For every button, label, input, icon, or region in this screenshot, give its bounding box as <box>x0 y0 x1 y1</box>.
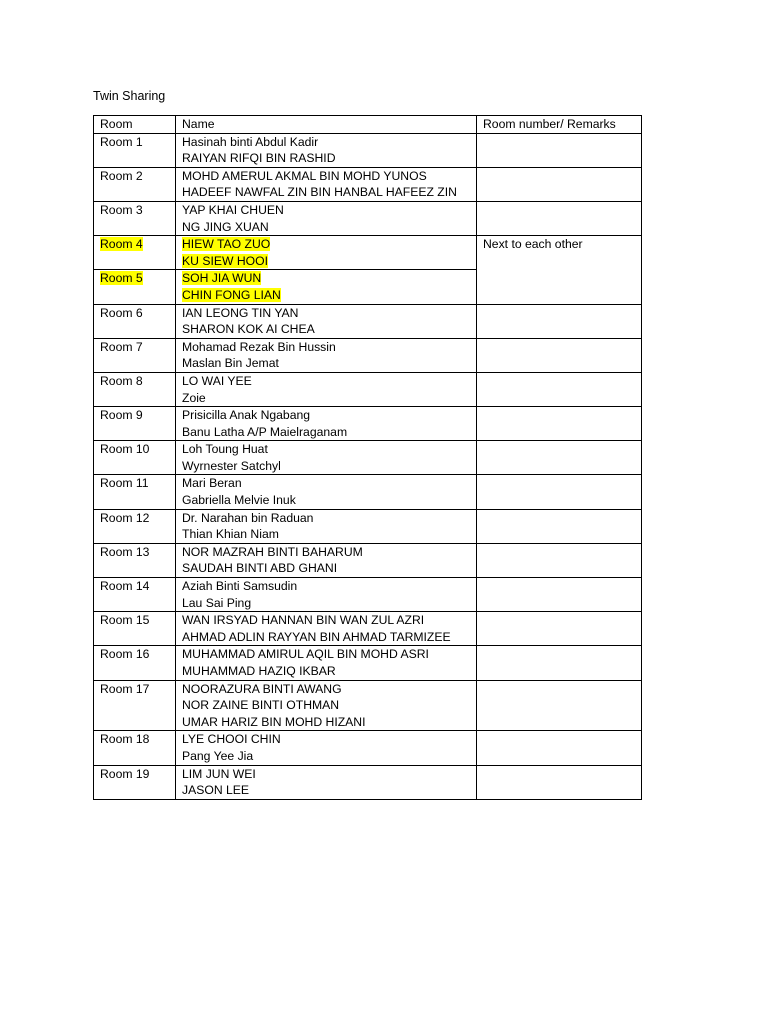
guest-name: MUHAMMAD HAZIQ IKBAR <box>182 664 336 678</box>
guest-name: AHMAD ADLIN RAYYAN BIN AHMAD TARMIZEE <box>182 629 451 644</box>
guest-name: Dr. Narahan bin Raduan <box>182 510 314 525</box>
room-label: Room 3 <box>100 202 143 217</box>
table-row <box>94 475 642 509</box>
room-label: Room 16 <box>100 647 150 662</box>
room-cell <box>94 372 176 406</box>
guest-name: Zoie <box>182 390 206 405</box>
remarks-cell <box>477 731 642 765</box>
room-cell <box>94 509 176 543</box>
remarks-cell <box>477 646 642 680</box>
room-cell <box>94 543 176 577</box>
names-cell <box>176 543 477 577</box>
room-label: Room 18 <box>100 732 150 747</box>
names-cell <box>176 680 477 731</box>
names-cell <box>176 338 477 372</box>
room-cell <box>94 578 176 612</box>
room-label: Room 17 <box>100 681 150 696</box>
room-cell <box>94 133 176 167</box>
remarks-cell <box>477 543 642 577</box>
room-cell <box>94 646 176 680</box>
guest-name: Aziah Binti Samsudin <box>182 579 298 594</box>
table-row <box>94 646 642 680</box>
guest-name: LYE CHOOI CHIN <box>182 732 281 747</box>
room-label: Room 8 <box>100 373 143 388</box>
remarks-cell <box>477 509 642 543</box>
remarks-cell <box>477 201 642 235</box>
guest-name: LIM JUN WEI <box>182 766 256 781</box>
room-label: Room 1 <box>100 134 143 149</box>
header-room: Room <box>94 116 176 134</box>
room-cell <box>94 270 176 304</box>
room-cell <box>94 407 176 441</box>
room-label: Room 10 <box>100 442 150 457</box>
guest-name: SOH JIA WUN <box>182 271 262 286</box>
room-cell <box>94 680 176 731</box>
room-cell <box>94 765 176 799</box>
names-cell <box>176 578 477 612</box>
names-cell <box>176 509 477 543</box>
guest-name: Mari Beran <box>182 476 242 491</box>
names-cell <box>176 646 477 680</box>
guest-name: Mohamad Rezak Bin Hussin <box>182 339 336 354</box>
table-row <box>94 543 642 577</box>
room-cell <box>94 612 176 646</box>
guest-name: CHIN FONG LIAN <box>182 287 281 302</box>
table-row <box>94 407 642 441</box>
room-cell <box>94 475 176 509</box>
guest-name: UMAR HARIZ BIN MOHD HIZANI <box>182 714 366 729</box>
guest-name: LO WAI YEE <box>182 373 252 388</box>
room-cell <box>94 441 176 475</box>
guest-name: NG JING XUAN <box>182 219 269 234</box>
names-cell <box>176 167 477 201</box>
remarks-cell <box>477 372 642 406</box>
room-label: Room 9 <box>100 408 143 423</box>
guest-name: Maslan Bin Jemat <box>182 356 279 371</box>
room-cell <box>94 338 176 372</box>
guest-name: MOHD AMERUL AKMAL BIN MOHD YUNOS <box>182 168 427 183</box>
names-cell <box>176 407 477 441</box>
room-label: Room 11 <box>100 476 149 491</box>
table-row <box>94 201 642 235</box>
remarks-cell <box>477 765 642 799</box>
guest-name: NOR ZAINE BINTI OTHMAN <box>182 698 340 713</box>
table-row <box>94 578 642 612</box>
names-cell <box>176 270 477 304</box>
names-cell <box>176 441 477 475</box>
guest-name: HIEW TAO ZUO <box>182 237 271 252</box>
table-row <box>94 304 642 338</box>
room-label: Room 6 <box>100 305 143 320</box>
names-cell <box>176 765 477 799</box>
guest-name: YAP KHAI CHUEN <box>182 202 284 217</box>
room-label: Room 12 <box>100 510 150 525</box>
table-row <box>94 236 642 270</box>
room-cell <box>94 236 176 270</box>
guest-name: Prisicilla Anak Ngabang <box>182 408 311 423</box>
remarks-cell <box>477 304 642 338</box>
room-label: Room 19 <box>100 766 150 781</box>
room-label: Room 2 <box>100 168 143 183</box>
table-row <box>94 372 642 406</box>
remarks-cell <box>477 612 642 646</box>
remarks-cell <box>477 338 642 372</box>
header-name: Name <box>176 116 477 134</box>
names-cell <box>176 731 477 765</box>
table-row <box>94 167 642 201</box>
guest-name: SHARON KOK AI CHEA <box>182 322 315 337</box>
guest-name: JASON LEE <box>182 783 250 798</box>
header-remarks: Room number/ Remarks <box>477 116 642 134</box>
remarks-cell <box>477 441 642 475</box>
guest-name: Lau Sai Ping <box>182 595 252 610</box>
guest-name: RAIYAN RIFQI BIN RASHID <box>182 151 336 166</box>
names-cell <box>176 475 477 509</box>
table-row <box>94 441 642 475</box>
remarks-cell <box>477 407 642 441</box>
room-label: Room 7 <box>100 339 143 354</box>
room-label: Room 5 <box>100 271 143 286</box>
document-title: Twin Sharing <box>93 89 166 103</box>
names-cell <box>176 612 477 646</box>
guest-name: NOR MAZRAH BINTI BAHARUM <box>182 544 363 559</box>
names-cell <box>176 133 477 167</box>
table-row <box>94 612 642 646</box>
guest-name: WAN IRSYAD HANNAN BIN WAN ZUL AZRI <box>182 613 425 628</box>
table-row <box>94 765 642 799</box>
room-label: Room 4 <box>100 237 143 252</box>
room-allocation-table <box>93 115 642 800</box>
table-row <box>94 509 642 543</box>
guest-name: Banu Latha A/P Maielraganam <box>182 424 348 439</box>
guest-name: Pang Yee Jia <box>182 748 254 763</box>
guest-name: IAN LEONG TIN YAN <box>182 305 299 320</box>
remarks-cell <box>477 680 642 731</box>
guest-name: MUHAMMAD AMIRUL AQIL BIN MOHD ASRI <box>182 647 429 662</box>
table-body <box>94 133 642 799</box>
remarks-cell: Next to each other <box>477 236 642 304</box>
table-row <box>94 338 642 372</box>
names-cell <box>176 201 477 235</box>
room-cell <box>94 201 176 235</box>
remarks-cell <box>477 578 642 612</box>
remarks-cell <box>477 167 642 201</box>
guest-name: Wyrnester Satchyl <box>182 458 281 473</box>
guest-name: Thian Khian Niam <box>182 527 279 542</box>
room-label: Room 13 <box>100 544 150 559</box>
guest-name: Loh Toung Huat <box>182 442 268 457</box>
guest-name: Hasinah binti Abdul Kadir <box>182 134 319 149</box>
room-label: Room 14 <box>100 579 150 594</box>
names-cell <box>176 236 477 270</box>
room-cell <box>94 731 176 765</box>
remarks-cell <box>477 133 642 167</box>
room-label: Room 15 <box>100 613 150 628</box>
names-cell <box>176 372 477 406</box>
guest-name: Gabriella Melvie Inuk <box>182 493 296 508</box>
guest-name: SAUDAH BINTI ABD GHANI <box>182 561 338 576</box>
names-cell <box>176 304 477 338</box>
table-header-row <box>94 116 642 134</box>
table-row <box>94 133 642 167</box>
remarks-cell <box>477 475 642 509</box>
room-cell <box>94 304 176 338</box>
table-row <box>94 680 642 731</box>
room-cell <box>94 167 176 201</box>
guest-name: HADEEF NAWFAL ZIN BIN HANBAL HAFEEZ ZIN <box>182 185 457 200</box>
table-row <box>94 731 642 765</box>
guest-name: KU SIEW HOOI <box>182 253 268 268</box>
guest-name: NOORAZURA BINTI AWANG <box>182 681 342 696</box>
